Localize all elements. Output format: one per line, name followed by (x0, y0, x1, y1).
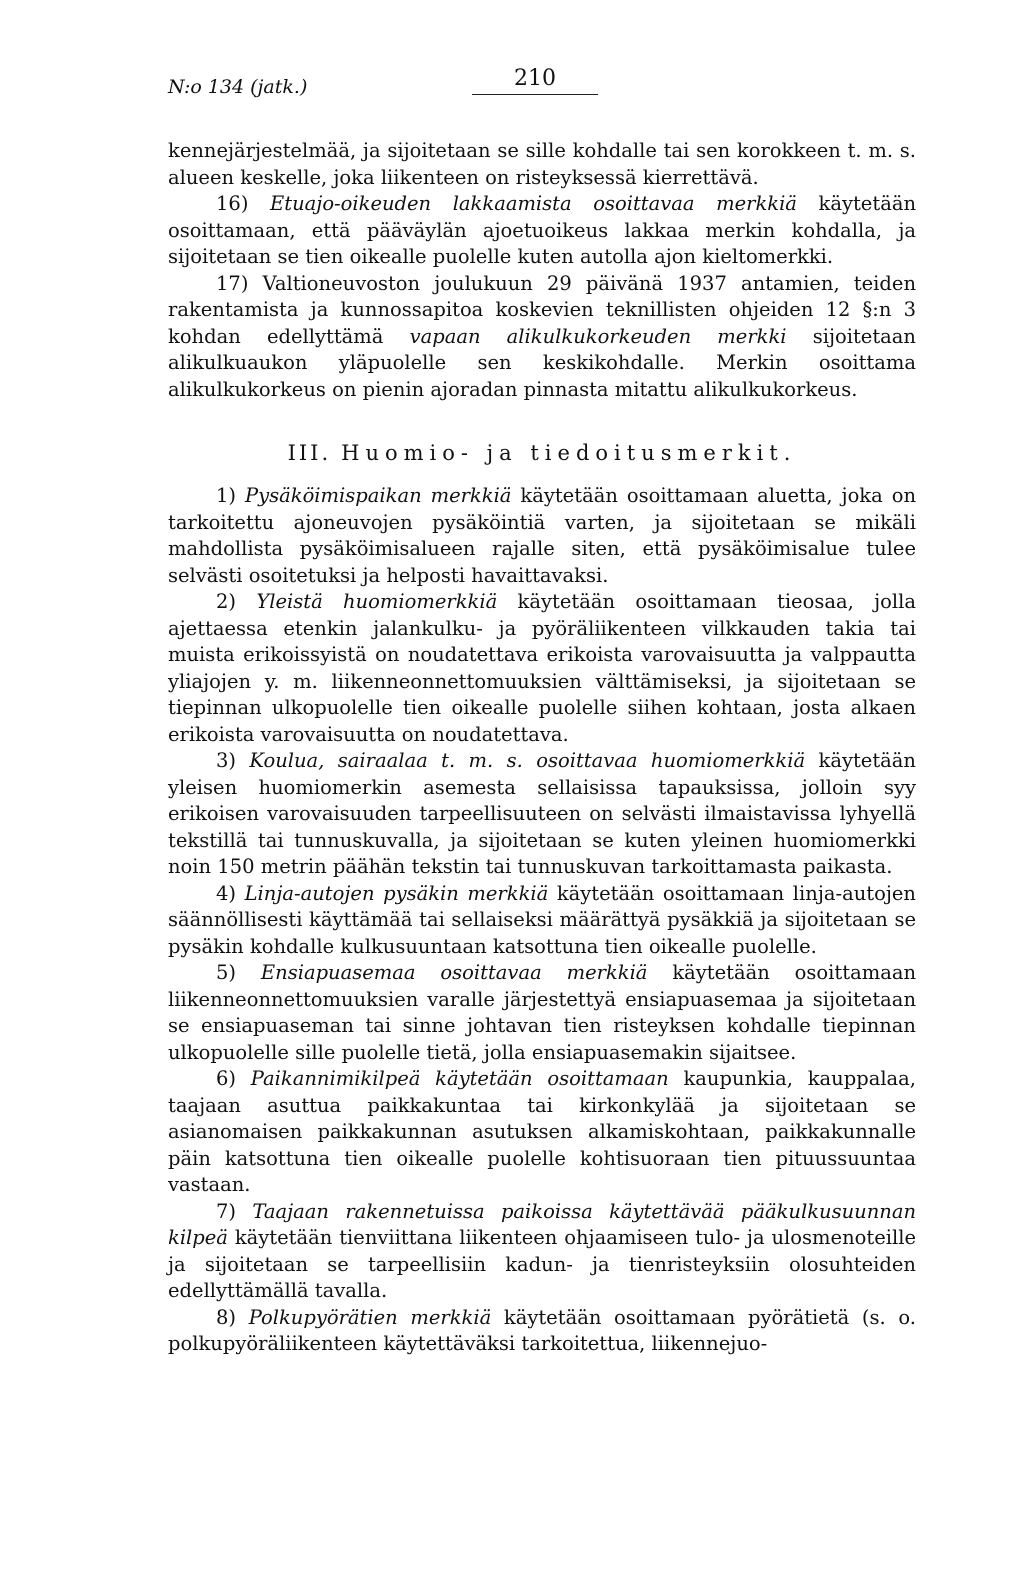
paragraph-continuation: kennejärjestelmää, ja sijoitetaan se sille kohdalle tai sen korokkeen t. m. s. alueen keskelle, joka liikenteen on risteyksessä kierrettävä. (168, 139, 916, 189)
paragraph-item-3: 3) Koulua, sairaalaa t. m. s. osoittavaa huomiomerkkiä käytetään yleisen huomiomerkin asemesta sellaisissa tapauksissa, jolloin syy erikoisen varovaisuuden tarpeellisuuteen on selvästi ilmaistavissa lyhyellä tekstillä tai tunnuskuvalla, ja sijoitetaan se kuten yleinen huomiomerkki noin 150 metrin päähän tekstin tai tunnuskuvan tarkoittamasta paikasta. (168, 749, 916, 878)
item-title: vapaan alikulkukorkeuden merkki (409, 324, 787, 348)
section-title: Huomio- ja tiedoitusmerkit. (341, 441, 797, 465)
page-header (168, 66, 916, 138)
bottom-text-block (168, 483, 916, 1358)
paragraph-item-2: 2) Yleistä huomiomerkkiä käytetään osoittamaan tieosaa, jolla ajettaessa etenkin jalankulku- ja pyöräliikenteen vilkkauden takia tai muista erikoissyistä on noudatettava erikoista varovaisuutta ja valppautta yliajojen y. m. liikenneonnettomuuksien välttämiseksi, ja sijoitetaan se tiepinnan ulkopuolelle tien oikealle puolelle siihen kohtaan, josta alkaen erikoista varovaisuutta on noudatettava. (168, 590, 916, 746)
document-page (168, 66, 916, 1358)
item-title: Koulua, sairaalaa t. m. s. osoittavaa huomiomerkkiä (249, 749, 806, 772)
paragraph-item-6: 6) Paikannimikilpeä käytetään osoittamaan kaupunkia, kauppalaa, taajaan asuttua paikkakuntaa tai kirkonkylää ja sijoitetaan se asianomaisen paikkakunnan asutuksen alkamiskohtaan, paikkakunnalle päin katsottuna tien oikealle puolelle kohtisuoraan tien pituussuuntaa vastaan. (168, 1067, 917, 1196)
item-title: Pysäköimispaikan merkkiä (244, 484, 512, 507)
item-title: Polkupyörätien merkkiä (248, 1305, 492, 1329)
item-title: Taajaan rakennetuissa paikoissa käytettävää pääkulkusuunnan kilpeä (168, 1199, 917, 1249)
paragraph-item-4: 4) Linja-autojen pysäkin merkkiä käytetään osoittamaan linja-autojen säännöllisesti käyttämää tai sellaiseksi määrättyä pysäkkiä ja sijoitetaan se pysäkin kohdalle kulkusuuntaan katsottuna tien oikealle puolelle. (168, 881, 916, 958)
paragraph-item-17: 17) Valtioneuvoston joulukuun 29 päivänä 1937 antamien, teiden rakentamista ja kunnossapitoa koskevien teknillisten ohjeiden 12 §:n 3 kohdan edellyttämä vapaan alikulkukorkeuden merkki sijoitetaan alikulkuaukon yläpuolelle sen keskikohdalle. Merkin osoittama alikulkukorkeus on pienin ajoradan pinnasta mitattu alikulkukorkeus. (168, 271, 916, 401)
item-title: Etuajo-oikeuden lakkaamista osoittavaa merkkiä (270, 192, 797, 215)
item-title: Yleistä huomiomerkkiä (256, 590, 498, 613)
page-number: 210 (472, 66, 598, 95)
item-title: Paikannimikilpeä käytetään osoittamaan (250, 1067, 669, 1090)
section-number: III. (287, 441, 332, 465)
top-text-block (168, 138, 916, 403)
item-title: Ensiapuasemaa osoittavaa merkkiä (260, 961, 648, 984)
section-heading (168, 441, 916, 465)
paragraph-item-16: 16) Etuajo-oikeuden lakkaamista osoittavaa merkkiä käytetään osoittamaan, että pääväylän ajoetuoikeus lakkaa merkin kohdalla, ja sijoitetaan se tien oikealle puolelle kuten autolla ajon kieltomerkki. (168, 192, 916, 268)
paragraph-item-7: 7) Taajaan rakennetuissa paikoissa käytettävää pääkulkusuunnan kilpeä käytetään tienviittana liikenteen ohjaamiseen tulo- ja ulosmenoteille ja sijoitetaan se tarpeellisiin kadun- ja tienristeyksiin olosuhteiden edellyttämällä tavalla. (168, 1199, 917, 1302)
paragraph-item-8: 8) Polkupyörätien merkkiä käytetään osoittamaan pyörätietä (s. o. polkupyöräliikenteen käytettäväksi tarkoitettua, liikennejuo- (168, 1305, 916, 1355)
paragraph-item-1: 1) Pysäköimispaikan merkkiä käytetään osoittamaan aluetta, joka on tarkoitettu ajoneuvojen pysäköintiä varten, ja sijoitetaan se mikäli mahdollista pysäköimisalueen rajalle siten, että pysäköimisalue tulee selvästi osoitetuksi ja helposti havaittavaksi. (168, 484, 917, 587)
section-reference: N:o 134 (jatk.) (168, 76, 308, 98)
paragraph-item-5: 5) Ensiapuasemaa osoittavaa merkkiä käytetään osoittamaan liikenneonnettomuuksien varalle järjestettyä ensiapuasemaa ja sijoitetaan se ensiapuaseman tai sinne johtavan tien risteyksen kohdalle tiepinnan ulkopuolelle sille puolelle tietä, jolla ensiapuasemakin sijaitsee. (168, 961, 917, 1064)
item-title: Linja-autojen pysäkin merkkiä (244, 881, 549, 905)
